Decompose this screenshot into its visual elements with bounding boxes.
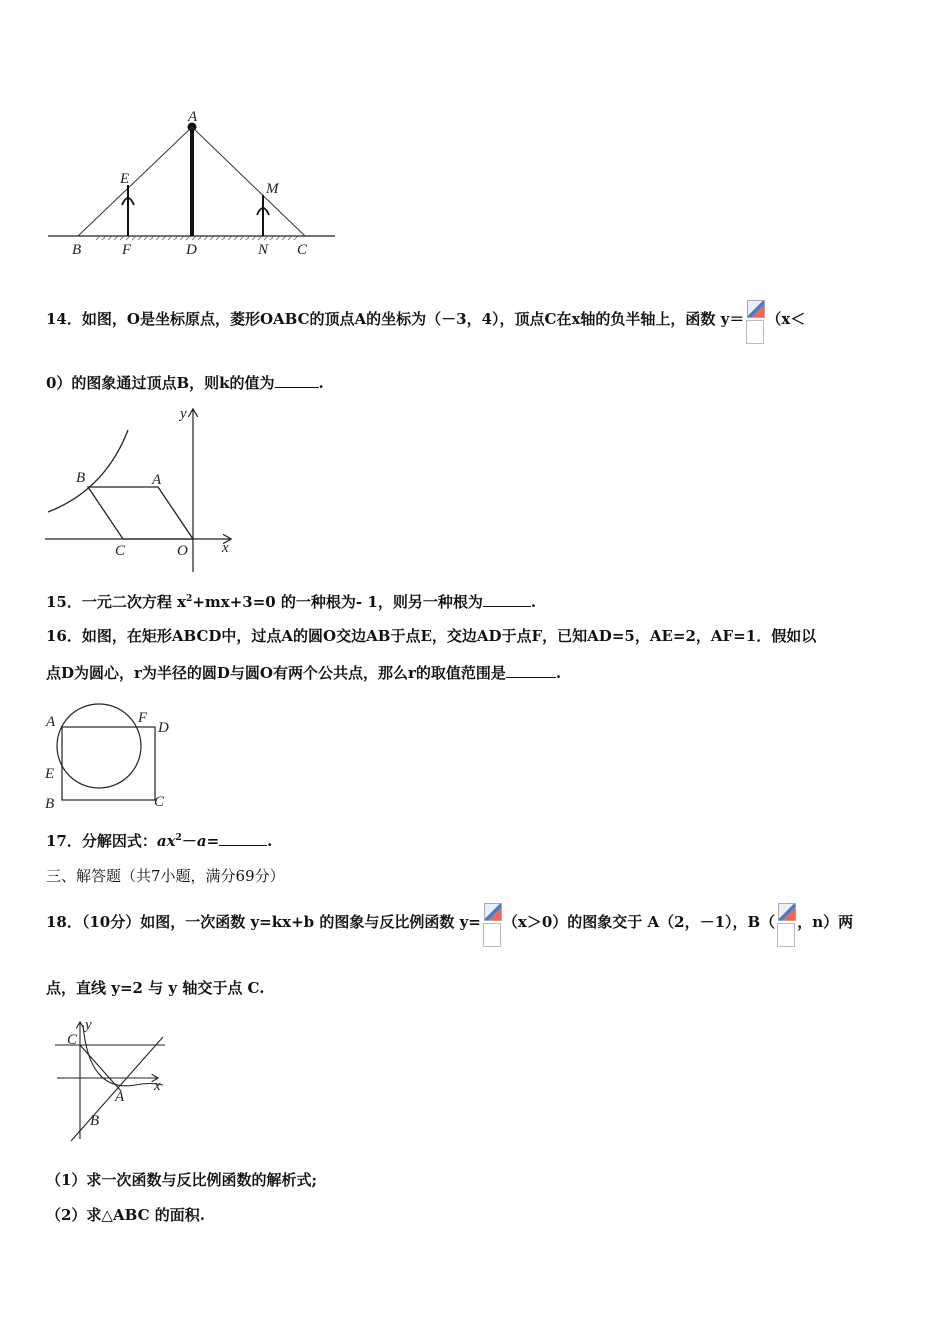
fig13-label-A: A [188, 109, 198, 125]
q17-ax: ax [156, 832, 176, 850]
figure-q14 [40, 400, 240, 575]
fig13-label-M: M [266, 181, 279, 197]
section-heading: 三、解答题（共7小题，满分69分） [46, 867, 285, 885]
fig16-label-C: C [154, 794, 165, 810]
broken-image-icon [483, 903, 501, 943]
fig13-label-B: B [72, 242, 82, 258]
fig14-label-A: A [152, 472, 162, 488]
broken-image-icon [746, 300, 764, 340]
fig14-label-O: O [177, 543, 188, 559]
q15-text-c: . [530, 593, 537, 611]
fig16-label-F: F [138, 710, 148, 726]
fig16-label-E: E [45, 766, 55, 782]
fig13-label-D: D [186, 242, 197, 258]
fig13-label-E: E [120, 171, 130, 187]
fig13-label-C: C [297, 242, 308, 258]
q15-text-a: 15．一元二次方程 x [46, 593, 187, 611]
fig14-label-y: y [180, 406, 187, 422]
q14-line1 [46, 300, 805, 340]
q16-text-b: . [555, 664, 562, 682]
answer-blank [275, 373, 319, 388]
fig18-label-A: A [115, 1089, 125, 1105]
q18-line1 [46, 903, 853, 943]
answer-blank [219, 831, 267, 846]
figure-q16 [40, 700, 180, 815]
fig13-label-N: N [258, 242, 269, 258]
fig18-label-y: y [85, 1017, 92, 1033]
q16-line2 [46, 662, 561, 683]
q17-line [46, 830, 272, 851]
q18-line2: 点，直线 y=2 与 y 轴交于点 C. [46, 979, 265, 997]
q14-text-c: 0）的图象通过顶点B，则k的值为 [46, 374, 275, 392]
figure-q18 [45, 1015, 175, 1145]
fig13-label-F: F [122, 242, 132, 258]
q18-text-b: （x＞0）的图象交于 A（2，－1），B（ [502, 913, 776, 931]
q17-text-a: 17．分解因式： [46, 832, 157, 850]
q14-text-d: . [318, 374, 324, 392]
q18-subquestion-1: （1）求一次函数与反比例函数的解析式; [46, 1171, 317, 1189]
fig14-label-C: C [115, 543, 126, 559]
q18-subquestion-2: （2）求△ABC 的面积. [46, 1206, 205, 1224]
fig14-label-x: x [222, 540, 229, 556]
q15-line [46, 591, 536, 612]
q18-text-a: 18．（10分）如图，一次函数 y=kx+b 的图象与反比例函数 y= [46, 913, 481, 931]
q17-superscript: 2 [175, 833, 182, 843]
fig18-label-C: C [67, 1032, 78, 1048]
q15-superscript: 2 [186, 594, 193, 604]
fig16-label-B: B [45, 796, 55, 812]
broken-image-icon [777, 903, 795, 943]
q17-minus: － [181, 832, 197, 850]
q14-line2 [46, 372, 324, 393]
fig14-label-B: B [76, 470, 86, 486]
q17-a: a [196, 832, 207, 850]
q18-text-c: ，n）两 [797, 913, 854, 931]
q14-text-b: （x＜ [766, 310, 806, 328]
q16-text-a: 点D为圆心，r为半径的圆D与圆O有两个公共点，那么r的取值范围是 [46, 664, 506, 682]
figure-q13 [40, 105, 340, 265]
q17-text-d: . [267, 832, 273, 850]
fig16-label-D: D [158, 720, 169, 736]
answer-blank [506, 663, 556, 678]
fig16-label-A: A [46, 714, 56, 730]
q14-text-a: 14．如图，O是坐标原点，菱形OABC的顶点A的坐标为（－3，4），顶点C在x轴的负半轴上，函数 y＝ [46, 310, 745, 328]
q17-equals: = [206, 832, 220, 850]
fig18-label-B: B [90, 1113, 100, 1129]
q15-text-b: +mx+3=0 的一种根为- 1，则另一种根为 [192, 593, 483, 611]
answer-blank [483, 592, 531, 607]
q16-line1: 16．如图，在矩形ABCD中，过点A的圆O交边AB于点E，交边AD于点F，已知AD=5，AE=2，AF=1．假如以 [46, 627, 817, 645]
fig18-label-x: x [154, 1078, 161, 1094]
